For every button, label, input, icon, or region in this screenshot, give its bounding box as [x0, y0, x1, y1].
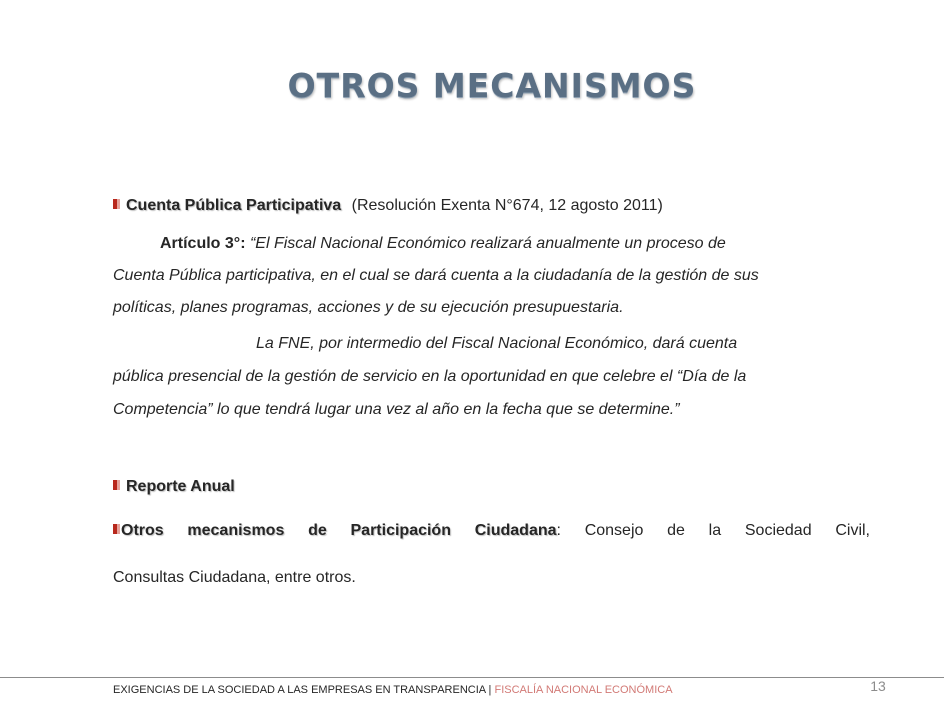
- section-otros-mecanismos-line-2: Consultas Ciudadana, entre otros.: [113, 569, 356, 586]
- article-line-6: Competencia” lo que tendrá lugar una vez al año en la fecha que se determine.”: [113, 401, 680, 418]
- page-number: 13: [870, 678, 886, 694]
- section-heading: Reporte Anual: [126, 478, 235, 495]
- section-heading: Otros mecanismos de Participación Ciudadana: [121, 522, 557, 539]
- section-cuenta-publica-heading: [113, 196, 663, 216]
- article-line-5: pública presencial de la gestión de servicio en la oportunidad en que celebre el “Día de la: [113, 368, 747, 385]
- slide-title: OTROS MECANISMOS: [287, 66, 697, 105]
- article-line-4: La FNE, por intermedio del Fiscal Nacional Económico, dará cuenta: [256, 335, 738, 352]
- footer-text: EXIGENCIAS DE LA SOCIEDAD A LAS EMPRESAS EN TRANSPARENCIA |: [113, 684, 492, 696]
- article-line-3: políticas, planes programas, acciones y de su ejecución presupuestaria.: [113, 299, 624, 316]
- bullet-icon: [113, 480, 120, 490]
- bullet-icon: [113, 199, 120, 209]
- section-reporte-anual: [113, 477, 235, 497]
- section-text: : Consejo de la Sociedad Civil,: [556, 522, 870, 539]
- resolution-reference: (Resolución Exenta N°674, 12 agosto 2011): [351, 197, 663, 214]
- article-line-1: [160, 234, 726, 254]
- article-label: Artículo 3°:: [160, 235, 246, 252]
- footer-divider: [0, 677, 944, 678]
- section-otros-mecanismos: [113, 521, 870, 541]
- bullet-icon: [113, 524, 120, 534]
- section-heading: Cuenta Pública Participativa: [126, 197, 342, 214]
- footer: [113, 683, 673, 697]
- footer-organization: FISCALÍA NACIONAL ECONÓMICA: [494, 684, 673, 696]
- article-line-2: Cuenta Pública participativa, en el cual se dará cuenta a la ciudadanía de la gestión de sus: [113, 267, 759, 284]
- article-text: “El Fiscal Nacional Económico realizará anualmente un proceso de: [249, 235, 726, 252]
